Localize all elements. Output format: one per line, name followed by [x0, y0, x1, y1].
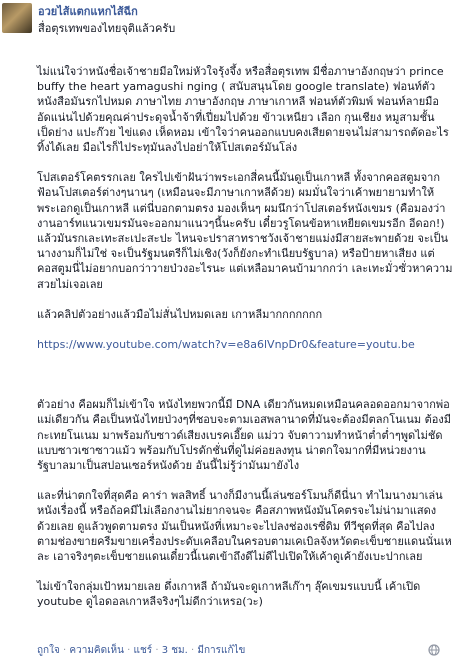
youtube-link[interactable]: https://www.youtube.com/watch?v=e8a6lVnpDr0&feature=youtu.be [37, 338, 415, 352]
share-link[interactable]: แชร์ [133, 645, 153, 656]
footer-separator: · [63, 645, 67, 656]
post-headline: สื่อตุรเทพของไทยจุติแล้วครับ [38, 22, 176, 35]
post-paragraph: แล้วคลิปตัวอย่างแล้วมือไม่สั่นไปหมดเลย เกาหลีมากกกกกกก [37, 307, 323, 321]
post-paragraph: โปสเตอร์โคตรรกเลย ใครไปเข้าฝันว่าพระเอกสี่คนนี้มันดูเป็นเกาหลี ทั้งจากคอสตูมจากฟ้อนโปสเตอร์ต่างๆนานๆ (เหมือนจะมีภาษาเกาหลีด้วย) ผมมั่นใจว่าเค้าพยายามทำให้พระเอกดูเป็นเกาหลี แต่นี่บอกตามตรง มองเห็นๆ ผมนึกว่าโปสเตอร์หนังเขมร (คือมองว่างานอาร์ทแนวเขมรมันจะออกมาแนวๆนี้นะครับ เดี๋ยวรูโดนข้อหาเหยียดเขมรอีก อีดอก!) แล้วมันรกเละเทะสะเปะสะปะ ไหนจะปราสาทราชวังเจ้าชายแม่งมีสายสะพายด้วย จะเป็นนางงามก็ไม่ใช่ จะเป็นรัฐมนตรีก็ไม่เชิง(วังก็ยังกะทำเนียบรัฐบาล) หรือป้ายหาเสียง แต่คอสตูมนี่ไม่อยากบอกว่าวายป่วงอะไรนะ แต่เหลือมาคนบ้ามากกว่า เละเทะมั่วซั่วหาความสวยไม่เจอเลย [37, 171, 453, 291]
globe-icon[interactable] [428, 644, 440, 656]
post-paragraph: และที่น่าตกใจที่สุดคือ คาร่า พลสิทธิ์ นางก็มีงานนี้เล่นซอร์โมนก็ดีนี่นา ทำไมนางมาเล่นหนังเรื่องนี้ หรือถ้อคมีไม่เลือกงานไม่ยากจนจะ คือสภาพหนังมันโคตรจะไม่น่ามาแสดงด้วยเลย ดูแล้วพูดตามตรง มันเป็นหนังที่เหมาะจะไปลงช่องเรซี่ดิม ทีวีชุดที่สุด คือไปลงตามช่องขายครีมขายเครื่องประดับเคลือบในครอบตามเคเบิลจังหวัดตะเข็บชายแดนนั่นเหละ เอาจริงๆตะเข็บชายแดนเดี๋ยวนี้เนตเข้าถึงดีไม่ดีไปเปิดให้เค้าดูเค้ายังเบะปากเลย [37, 489, 452, 564]
post-paragraph: ตัวอย่าง คือผมก็ไม่เข้าใจ หนังไทยพวกนี้มี DNA เดียวกันหมดเหมือนคลอดออกมาจากพ่อแม่เดียวกัน คือเป็นหนังไทยป่วงๆที่ชอบจะตามเอสพลานาดที่มันจะต้องมีตลกโนเนม ต้องมีกะเทยโนเนม มาพร้อมกับซาวด์เสียงเบรคเอี๊ยด แม่วว จับตาวามทำหน้าต่ำต่ำๆพูดไม่ชัดแบบซาวเซาซาวแม้ว พร้อมกับโปรดักชั่นที่ดูไม่ค่อยลงทุน น่าตกใจมากที่มีหน่วยงานรัฐบาลมาเป็นสปอนเซอร์หนังด้วย อันนี้ไม่รู้ว่ามันมายังไง [37, 398, 452, 473]
footer-separator: · [191, 645, 195, 656]
edited-link[interactable]: มีการแก้ไข [197, 645, 246, 656]
post-header [0, 0, 460, 44]
like-link[interactable]: ถูกใจ [37, 645, 60, 656]
profile-avatar[interactable] [2, 3, 32, 33]
post-paragraph: ไม่เข้าใจกลุ่มเป้าหมายเลย ดึ่งเกาหลี ถ้ามันจะดูเกาหลีเก๊าๆ ลุ๊คเขมรแบบนี้ เค้าเปิด youtube ดูไอดอลเกาหลีจริงๆไม่ดีกว่าเหรอ(วะ) [37, 580, 421, 609]
footer-separator: · [155, 645, 159, 656]
author-name[interactable]: อวยไส้แตกแหกไส้ฉีก [38, 5, 138, 18]
timestamp-link[interactable]: 3 ชม. [161, 645, 188, 656]
comment-link[interactable]: ความคิดเห็น [69, 645, 124, 656]
footer-separator: · [127, 645, 131, 656]
post-paragraph: ไม่แน่ใจว่าหนังชื่อเจ้าชายมีอใหม่หัวใจรุ้งจึ้ง หรือสื่อตุรเทพ มีชื่อภาษาอังกฤษว่า prince buffy the heart yamagushi nging ( สนับสนุนโดย google translate) ฟอนท์ตัวหนังสือมันรกไปหมด ภาษาไทย ภาษาอังกฤษ ภาษาเกาหลี ฟอนท์ตัวพิมพ์ ฟอนท์ลายมือ อัดแน่นไปด้วยคุณค่าประดุจน้ำจ้าที่เปี่ยมไปด้วย ข้าวเหนียว เลือก กุนเชียง หมูสามชั้น เป็ดย่าง แปะก๊วย ไข่แดง เห็ดหอม เข้าใจว่าคนออกแบบคงเสียดายจนไม่สามารถตัดอะไรทิ้งได้เลย มือเไรก็ไประทุมันลงไปอย่าให้โปสเตอร์มันโล่ง [37, 65, 449, 155]
post-footer [37, 643, 245, 658]
post-body [37, 64, 455, 610]
